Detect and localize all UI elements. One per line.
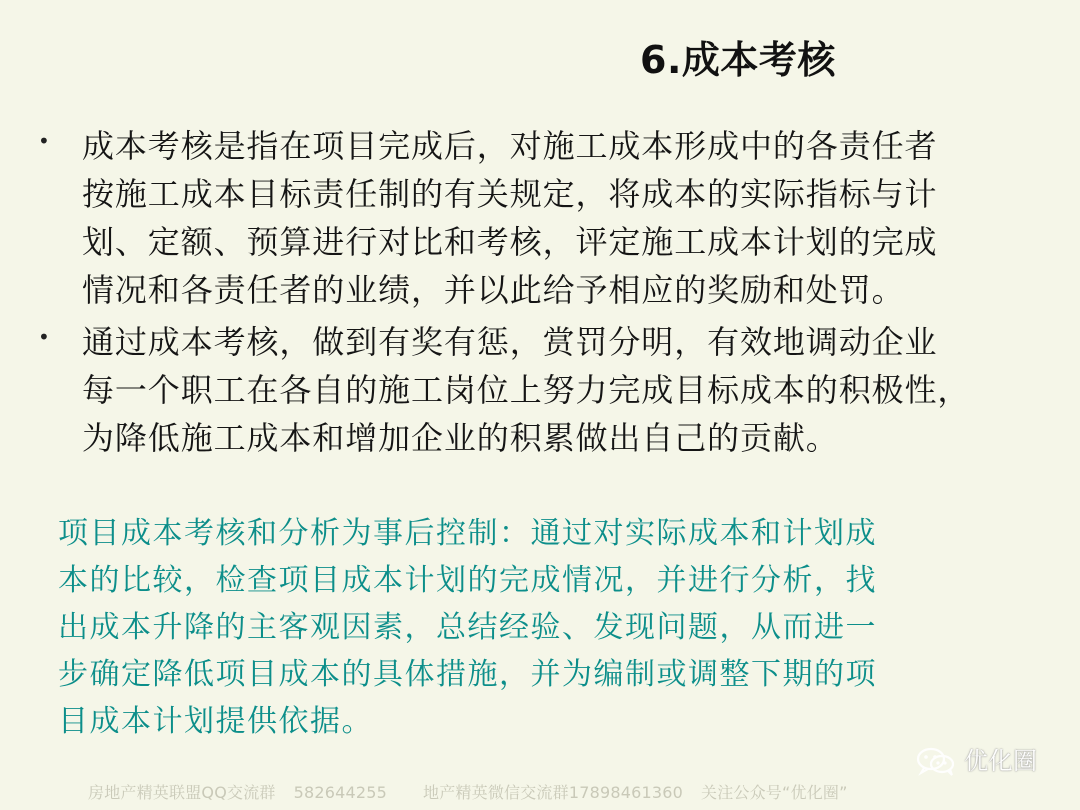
wechat-icon bbox=[914, 746, 958, 776]
bullet-line: 成本考核是指在项目完成后，对施工成本形成中的各责任者 bbox=[82, 127, 938, 165]
wechat-watermark bbox=[914, 743, 1054, 779]
bullet-line: 情况和各责任者的业绩，并以此给予相应的奖励和处罚。 bbox=[82, 271, 905, 309]
summary-note-line: 出成本升降的主客观因素，总结经验、发现问题，从而进一 bbox=[58, 610, 877, 645]
summary-note-line: 步确定降低项目成本的具体措施，并为编制或调整下期的项 bbox=[58, 657, 877, 692]
bullet-line: 按施工成本目标责任制的有关规定，将成本的实际指标与计 bbox=[82, 175, 938, 213]
summary-note bbox=[58, 510, 1018, 745]
footer bbox=[88, 781, 1038, 805]
slide-title: 6.成本考核 bbox=[640, 38, 836, 82]
bullet-dot-icon: • bbox=[38, 325, 50, 349]
bullet-list bbox=[38, 122, 1038, 466]
bullet-line: 划、定额、预算进行对比和考核，评定施工成本计划的完成 bbox=[82, 223, 938, 261]
summary-note-line: 项目成本考核和分析为事后控制：通过对实际成本和计划成 bbox=[58, 516, 877, 551]
footer-qq-number: 582644255 bbox=[293, 783, 388, 802]
footer-public-account: 关注公众号“优化圈” bbox=[701, 783, 848, 802]
summary-note-line: 目成本计划提供依据。 bbox=[58, 704, 373, 739]
summary-note-line: 本的比较，检查项目成本计划的完成情况，并进行分析，找 bbox=[58, 563, 877, 598]
footer-wechat-group: 地产精英微信交流群17898461360 bbox=[423, 783, 683, 802]
bullet-item bbox=[38, 318, 1038, 462]
bullet-line: 每一个职工在各自的施工岗位上努力完成目标成本的积极性， bbox=[82, 371, 971, 409]
footer-qq-group-label: 房地产精英联盟QQ交流群 bbox=[88, 783, 276, 802]
bullet-line: 为降低施工成本和增加企业的积累做出自己的贡献。 bbox=[82, 419, 839, 457]
watermark-text: 优化圈 bbox=[964, 747, 1038, 775]
bullet-dot-icon: • bbox=[38, 129, 50, 153]
bullet-item bbox=[38, 122, 1038, 314]
bullet-line: 通过成本考核，做到有奖有惩，赏罚分明，有效地调动企业 bbox=[82, 323, 938, 361]
